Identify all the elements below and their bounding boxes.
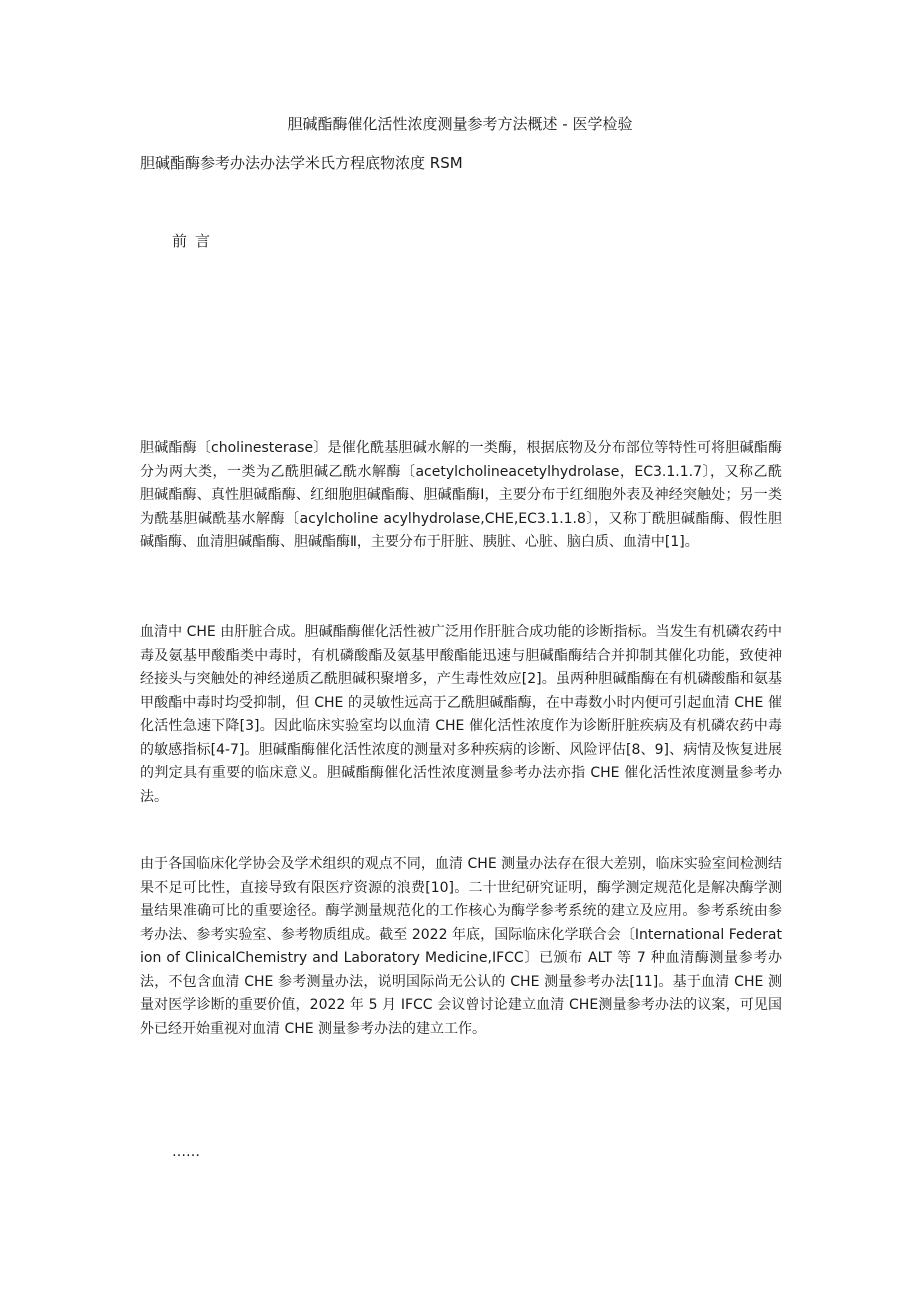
paragraph-1: 胆碱酯酶〔cholinesterase〕是催化酰基胆碱水解的一类酶，根据底物及分布部位等特性可将胆碱酯酶分为两大类，一类为乙酰胆碱乙酰水解酶〔acetylcholineacetylhydrolase，EC3.1.1.7〕，又称乙酰胆碱酯酶、真性胆碱酯酶、红细胞胆碱酯酶、胆碱酯酶Ⅰ，主要分布于红细胞外表及神经突触处；另一类为酰基胆碱酰基水解酶〔acylcholine acylhydrolase,CHE,EC3.1.1.8〕，又称丁酰胆碱酯酶、假性胆碱酯酶、血清胆碱酯酶、胆碱酯酶Ⅱ，主要分布于肝脏、胰脏、心脏、脑白质、血清中[1]。 [140,440,782,550]
paragraph-3: 由于各国临床化学协会及学术组织的观点不同，血清 CHE 测量办法存在很大差别，临床实验室间检测结果不足可比性，直接导致有限医疗资源的浪费[10]。二十世纪研究证明，酶学测定规范化是解决酶学测量结果准确可比的重要途径。酶学测量规范化的工作核心为酶学参考系统的建立及应用。参考系统由参考办法、参考实验室、参考物质组成。截至 2022 年底，国际临床化学联合会〔International Federation of ClinicalChemistry and Laboratory Medicine,IFCC〕已颁布 ALT 等 7 种血清酶测量参考办法，不包含血清 CHE 参考测量办法，说明国际尚无公认的 CHE 测量参考办法[11]。基于血清 CHE 测量对医学诊断的重要价值，2022 年 5 月 IFCC 会议曾讨论建立血清 CHE测量参考办法的议案，可见国外已经开始重视对血清 CHE 测量参考办法的建立工作。 [140,856,782,1037]
continuation-ellipsis: …… [172,1144,200,1160]
document-title: 胆碱酯酶催化活性浓度测量参考方法概述 - 医学检验 [287,115,633,133]
section-heading-preface: 前言 [172,232,219,250]
document-keywords: 胆碱酯酶参考办法办法学米氏方程底物浓度 RSM [140,154,463,172]
paragraph-2: 血清中 CHE 由肝脏合成。胆碱酯酶催化活性被广泛用作肝脏合成功能的诊断指标。当发生有机磷农药中毒及氨基甲酸酯类中毒时，有机磷酸酯及氨基甲酸酯能迅速与胆碱酯酶结合并抑制其催化功能，致使神经接头与突触处的神经递质乙酰胆碱积聚增多，产生毒性效应[2]。虽两种胆碱酯酶在有机磷酸酯和氨基甲酸酯中毒时均受抑制，但 CHE 的灵敏性远高于乙酰胆碱酯酶，在中毒数小时内便可引起血清 CHE 催化活性急速下降[3]。因此临床实验室均以血清 CHE 催化活性浓度作为诊断肝脏疾病及有机磷农药中毒的敏感指标[4-7]。胆碱酯酶催化活性浓度的测量对多种疾病的诊断、风险评估[8、9]、病情及恢复进展的判定具有重要的临床意义。胆碱酯酶催化活性浓度测量参考办法亦指 CHE 催化活性浓度测量参考办法。 [140,624,782,805]
